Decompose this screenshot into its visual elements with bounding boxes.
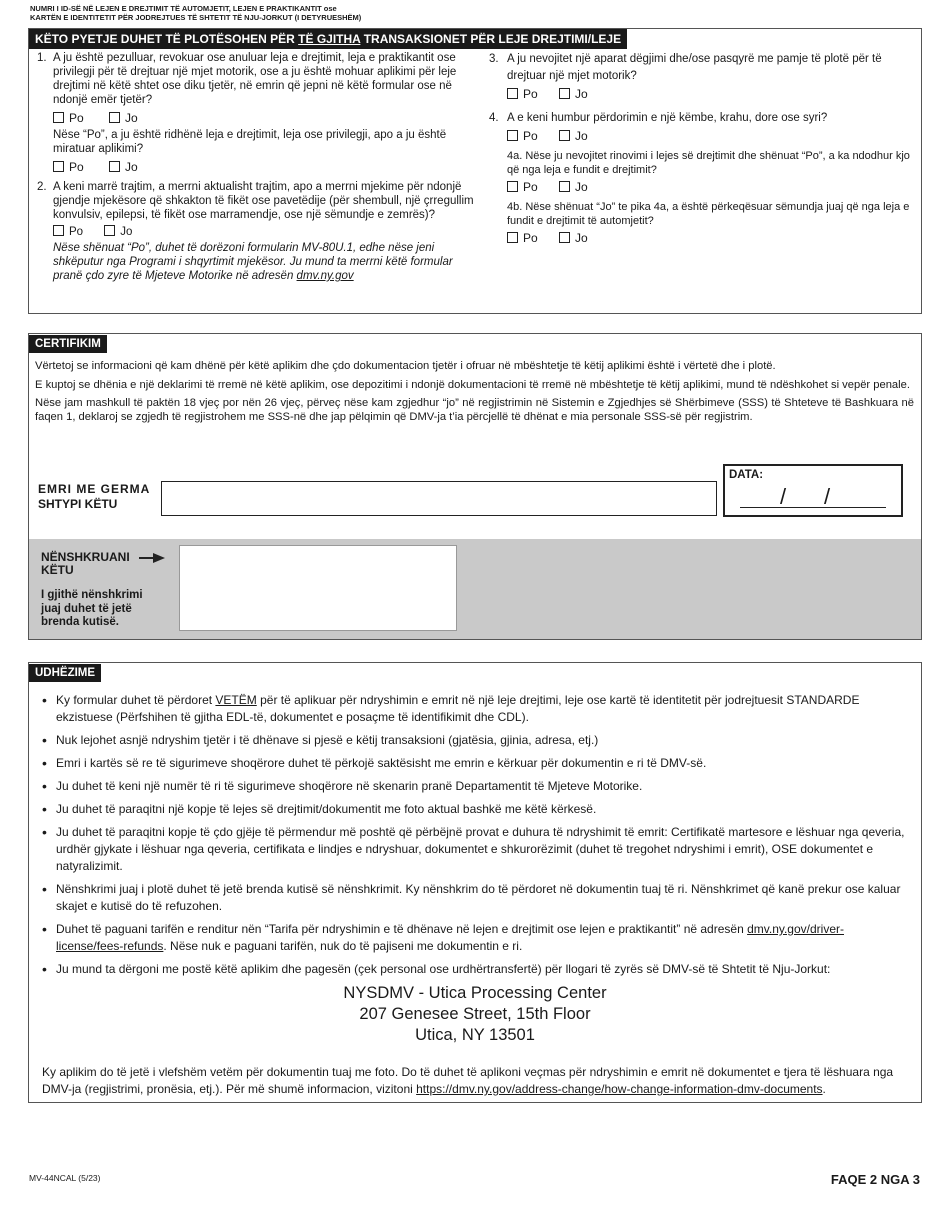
question-2-options: Po Jo xyxy=(53,225,477,238)
date-label: DATA: xyxy=(729,469,764,481)
question-4a-options: Po Jo xyxy=(507,180,915,194)
id-number-label: NUMRI I ID-SË NË LEJEN E DREJTIMIT TË AUTOMJETIT, LEJEN E PRAKTIKANTIT ose KARTËN E IDENTITETIT PËR JODREJTUES TË SHTETIT TË NJU-JORKUT (I DETYRUESHËM) xyxy=(30,4,362,22)
question-1-sub: Nëse “Po”, a ju është ridhënë leja e drejtimit, leja ose privilegji, apo a ju është miratuar aplikimi? xyxy=(53,129,447,155)
page-number: FAQE 2 NGA 3 xyxy=(830,1172,920,1187)
cert-paragraph-3: Nëse jam mashkull të paktën 18 vjeç por nën 26 vjeç, përveç nëse kam zgjedhur “jo” në regjistrimin në Sistemin e Zgjedhjes së Shërbimeve (SSS) të Shteteve të Bashkuara në faqen 1, deklaroj se zgjedh të regjistrohem me SSS-në dhe jap pëlqimin që DMV-ja t’ia përcjellë të dhënat e mia personale SSS-së për regjistrim. xyxy=(35,397,914,423)
question-1-options: Po Jo xyxy=(53,111,477,125)
question-4b-options: Po Jo xyxy=(507,231,915,245)
mailing-address: NYSDMV - Utica Processing Center 207 Genesee Street, 15th Floor Utica, NY 13501 xyxy=(343,984,607,1044)
cert-paragraph-1: Vërtetoj se informacioni që kam dhënë për këtë aplikim dhe çdo dokumentacion tjetër i ofruar në mbështetje të këtij aplikimi është i vërtetë dhe i plotë. xyxy=(35,360,776,372)
q4a-yes-checkbox[interactable] xyxy=(507,181,518,192)
q1-yes-checkbox[interactable] xyxy=(53,112,64,123)
question-1-sub-options: Po Jo xyxy=(53,160,477,174)
questions-header: KËTO PYETJE DUHET TË PLOTËSOHEN PËR TË GJITHA TRANSAKSIONET PËR LEJE DREJTIMI/LEJE xyxy=(29,29,627,49)
arrow-right-icon xyxy=(139,553,165,563)
question-4: 4. A e keni humbur përdorimin e një këmbe, krahu, dore ose syri? xyxy=(489,112,828,124)
list-item: • Ky formular duhet të përdoret VETËM për të aplikuar për ndryshimin e emrit në një leje drejtimi, leje ose kartë të identitetit për jodrejtuesit STANDARDE ekzistuese (Përfshihen të gjitha EDL-të, dokumentet e posaçme të identifikimit dhe CDL). xyxy=(42,692,908,726)
print-name-label: EMRI ME GERMA SHTYPI KËTU xyxy=(38,482,151,511)
signature-note: I gjithë nënshkrimi juaj duhet të jetë brenda kutisë. xyxy=(41,589,143,628)
signature-band xyxy=(29,539,921,639)
questions-right-column xyxy=(489,51,915,245)
instructions-footer-note: Ky aplikim do të jetë i vlefshëm vetëm për dokumentin tuaj me foto. Do të duhet të aplikoni veçmas për ndryshimin e emrit në dokumentet e tjera të lëshuara nga DMV-ja (regjistrimi, pronësia, etj.). Për më shumë informacion, vizitoni https://dmv.ny.gov/address-change/how-change-information-dmv-documents. xyxy=(42,1065,894,1096)
list-item: • Ju duhet të paraqitni një kopje të lejes së drejtimit/dokumentit me foto aktual bashkë me këtë kërkesë. xyxy=(42,801,908,818)
question-2-note: Nëse shënuat “Po”, duhet të dorëzoni formularin MV-80U.1, edhe nëse jeni shkëputur nga Programi i shqyrtimit mjekësor. Ju mund ta merrni këtë formular pranë çdo zyre të Mjeteve Motorike në adresën dmv.ny.gov xyxy=(53,242,453,282)
certification-section xyxy=(28,333,922,640)
q4-no-checkbox[interactable] xyxy=(559,130,570,141)
address-change-link[interactable]: https://dmv.ny.gov/address-change/how-change-information-dmv-documents xyxy=(416,1082,823,1096)
question-3-options: Po Jo xyxy=(507,87,915,101)
date-box xyxy=(723,464,903,517)
q1sub-no-checkbox[interactable] xyxy=(109,161,120,172)
dmv-link[interactable]: dmv.ny.gov xyxy=(296,270,354,282)
q3-no-checkbox[interactable] xyxy=(559,88,570,99)
q4a-no-checkbox[interactable] xyxy=(559,181,570,192)
questions-section xyxy=(28,28,922,314)
q1-no-checkbox[interactable] xyxy=(109,112,120,123)
list-item: • Duhet të paguani tarifën e renditur nën “Tarifa për ndryshimin e të dhënave në lejen e drejtimit ose lejen e praktikantit” në adresën dmv.ny.gov/driver-license/fees-refunds. Nëse nuk e paguani tarifën, nuk do të pajiseni me dokumentin e ri. xyxy=(42,921,908,955)
question-3: 3. A ju nevojitet një aparat dëgjimi dhe/ose pasqyrë me pamje të plotë për të drejtuar një mjet motorik? xyxy=(489,53,882,82)
list-item: • Ju mund ta dërgoni me postë këtë aplikim dhe pagesën (çek personal ose urdhërtransfertë) për llogari të zyrës së DMV-së të Shtetit të Nju-Jorkut: xyxy=(42,961,908,978)
q4b-yes-checkbox[interactable] xyxy=(507,232,518,243)
print-name-input[interactable] xyxy=(161,481,717,516)
sign-label: NËNSHKRUANI KËTU xyxy=(41,550,130,577)
form-id: MV-44NCAL (5/23) xyxy=(29,1173,101,1183)
list-item: • Ju duhet të keni një numër të ri të sigurimeve shoqërore në skenarin pranë Departamentit të Mjeteve Motorike. xyxy=(42,778,908,795)
q2-yes-checkbox[interactable] xyxy=(53,225,64,236)
list-item: • Ju duhet të paraqitni kopje të çdo gjëje të përmendur më poshtë që përbëjnë provat e duhura të ndryshimit të emrit: Certifikatë martesore e lëshuar nga qeveria, urdhër gjykate i lëshuar nga qeveria, certifikata e lindjes e ndryshuar, dokumentet e shkurorëzimit (duhet të tregohet ndryshimi i emrit), OSE dokumentet e natyralizimit. xyxy=(42,824,908,875)
fees-refunds-link[interactable]: dmv.ny.gov/driver-license/fees-refunds xyxy=(56,922,844,953)
questions-left-column xyxy=(37,51,477,283)
question-4a: 4a. Nëse ju nevojitet rinovimi i lejes së drejtimit dhe shënuat “Po”, a ka ndodhur kjo që nga leja e fundit e drejtimit? xyxy=(507,150,910,176)
date-separator-2: / xyxy=(824,484,831,509)
instructions-header: UDHËZIME xyxy=(29,664,101,682)
question-4b: 4b. Nëse shënuat “Jo” te pika 4a, a është përkeqësuar sëmundja juaj që nga leja e fundit e drejtimit të automjetit? xyxy=(507,201,910,227)
question-1: 1. A ju është pezulluar, revokuar ose anuluar leja e drejtimit, leja e praktikantit ose privilegji për të drejtuar një mjet motorik, ose a ju është mohuar aplikimi për leje drejtimi në këtë shtet ose diku tjetër, në emrin që jepni në këtë formular ose në ndonjë emër tjetër? xyxy=(37,52,457,106)
question-4-options: Po Jo xyxy=(507,129,915,143)
q4b-no-checkbox[interactable] xyxy=(559,232,570,243)
signature-box[interactable] xyxy=(179,545,457,631)
certification-text xyxy=(35,360,914,424)
date-input-line[interactable] xyxy=(740,507,886,508)
cert-paragraph-2: E kuptoj se dhënia e një deklarimi të rremë në këtë aplikim, ose depozitimi i ndonjë dokumentacioni të rremë në mbështetje të këtij aplikimi, mund të ndëshkohet si vepër penale. xyxy=(35,378,910,391)
question-2: 2. A keni marrë trajtim, a merrni aktualisht trajtim, apo a merrni mjekime për ndonjë gjendje mjekësore që shkakton të fikët ose pavetëdije (për shembull, një çrregullim konvulsiv, epilepsi, të fikët ose marramendje, ose një sëmundje e zemrës)? xyxy=(37,181,474,221)
list-item: • Nënshkrimi juaj i plotë duhet të jetë brenda kutisë së nënshkrimit. Ky nënshkrim do të përdoret në dokumentin tuaj të ri. Nënshkrimet që kanë prekur ose kaluar skajet e kutisë do të refuzohen. xyxy=(42,881,908,915)
instructions-section xyxy=(28,662,922,1103)
q4-yes-checkbox[interactable] xyxy=(507,130,518,141)
instructions-list xyxy=(42,692,908,984)
list-item: • Nuk lejohet asnjë ndryshim tjetër i të dhënave si pjesë e këtij transaksioni (gjatësia, gjinia, adresa, etj.) xyxy=(42,732,908,749)
certification-header: CERTIFIKIM xyxy=(29,335,107,353)
q2-no-checkbox[interactable] xyxy=(104,225,115,236)
list-item: • Emri i kartës së re të sigurimeve shoqërore duhet të përkojë saktësisht me emrin e kërkuar për dokumentin e ri të DMV-së. xyxy=(42,755,908,772)
q1sub-yes-checkbox[interactable] xyxy=(53,161,64,172)
date-separator-1: / xyxy=(780,484,787,509)
q3-yes-checkbox[interactable] xyxy=(507,88,518,99)
